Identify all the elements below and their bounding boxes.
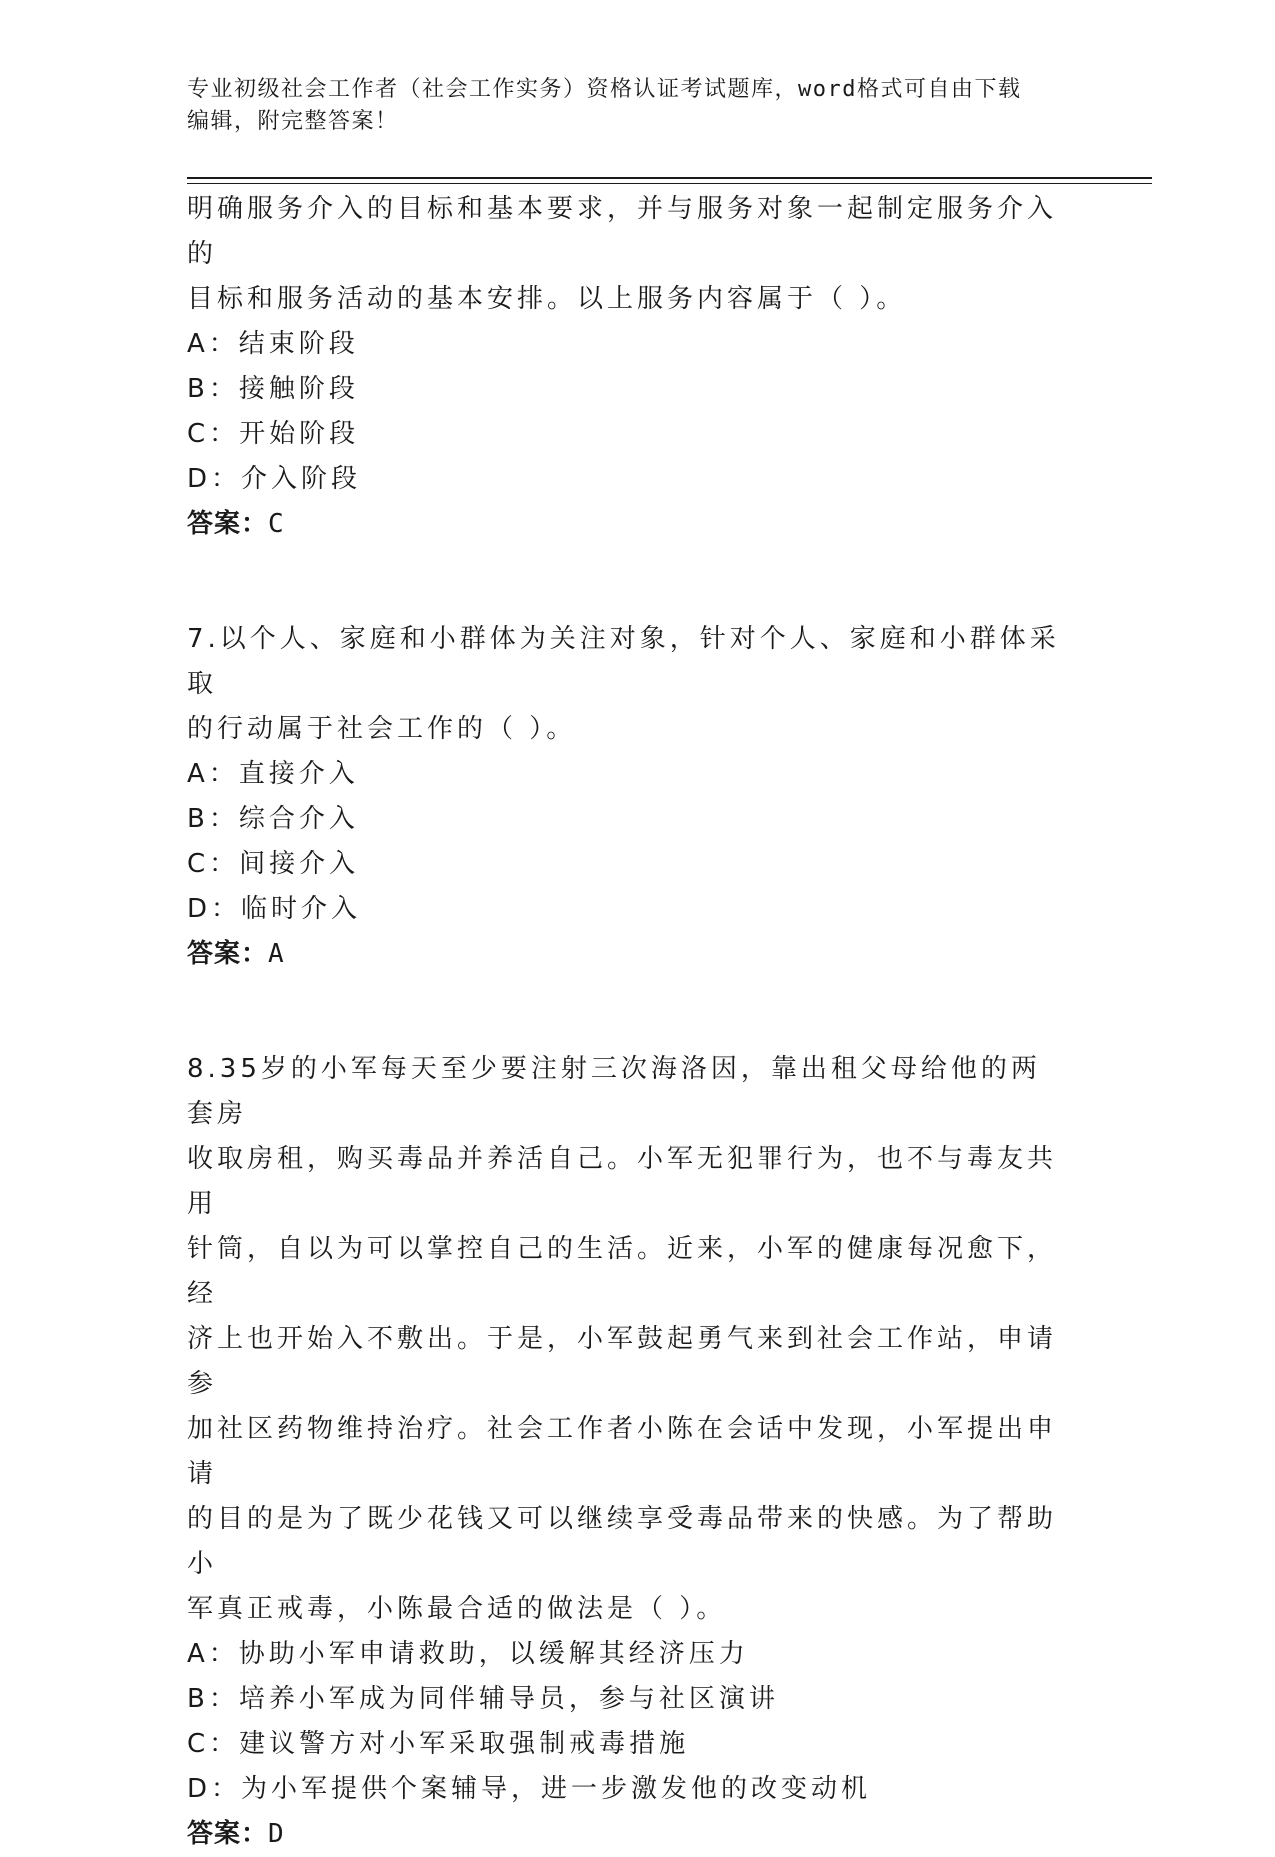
- header-rule-thick: [187, 177, 1152, 179]
- answer-line: [187, 502, 1067, 547]
- question-6: [187, 187, 1067, 547]
- option-b: B：接触阶段: [187, 374, 359, 404]
- question-7: [187, 617, 1067, 977]
- option-d: D：介入阶段: [187, 464, 362, 494]
- answer-label: 答案：: [187, 939, 269, 969]
- answer-value: A: [268, 939, 285, 969]
- option-b: B：综合介入: [187, 804, 359, 834]
- answer-label: 答案：: [187, 1819, 269, 1849]
- question-stem-line: 目标和服务活动的基本安排。以上服务内容属于（ ）。: [187, 284, 907, 314]
- question-stem-line: 7.以个人、家庭和小群体为关注对象，针对个人、家庭和小群体采取: [187, 624, 1060, 699]
- answer-line: [187, 932, 1067, 977]
- question-stem-line: 针筒，自以为可以掌控自己的生活。近来，小军的健康每况愈下，经: [187, 1234, 1058, 1309]
- option-d: D：临时介入: [187, 894, 362, 924]
- option-a: A：直接介入: [187, 759, 359, 789]
- question-list: [187, 187, 1067, 1857]
- question-stem-line: 明确服务介入的目标和基本要求，并与服务对象一起制定服务介入的: [187, 194, 1058, 269]
- header-rule-thin: [187, 183, 1152, 184]
- answer-value: D: [268, 1819, 285, 1849]
- option-b: B：培养小军成为同伴辅导员，参与社区演讲: [187, 1684, 779, 1714]
- question-stem-line: 加社区药物维持治疗。社会工作者小陈在会话中发现，小军提出申请: [187, 1414, 1058, 1489]
- question-stem-line: 收取房租，购买毒品并养活自己。小军无犯罪行为，也不与毒友共用: [187, 1144, 1058, 1219]
- option-c: C：建议警方对小军采取强制戒毒措施: [187, 1729, 690, 1759]
- option-a: A：协助小军申请救助，以缓解其经济压力: [187, 1639, 749, 1669]
- option-a: A：结束阶段: [187, 329, 359, 359]
- question-stem-line: 的行动属于社会工作的（ ）。: [187, 714, 577, 744]
- option-d: D：为小军提供个案辅导，进一步激发他的改变动机: [187, 1774, 872, 1804]
- header-line-2: 编辑，附完整答案！: [187, 109, 399, 134]
- answer-line: [187, 1812, 1067, 1857]
- option-c: C：间接介入: [187, 849, 360, 879]
- question-8: [187, 1047, 1067, 1857]
- header-line-1: 专业初级社会工作者（社会工作实务）资格认证考试题库，word格式可自由下载: [187, 77, 1022, 102]
- question-stem-line: 军真正戒毒，小陈最合适的做法是（ ）。: [187, 1594, 727, 1624]
- answer-value: C: [268, 509, 285, 539]
- document-header: [187, 74, 1087, 138]
- question-stem-line: 济上也开始入不敷出。于是，小军鼓起勇气来到社会工作站，申请参: [187, 1324, 1058, 1399]
- option-c: C：开始阶段: [187, 419, 360, 449]
- question-stem-line: 的目的是为了既少花钱又可以继续享受毒品带来的快感。为了帮助小: [187, 1504, 1058, 1579]
- answer-label: 答案：: [187, 509, 269, 539]
- question-stem-line: 8.35岁的小军每天至少要注射三次海洛因，靠出租父母给他的两套房: [187, 1054, 1041, 1129]
